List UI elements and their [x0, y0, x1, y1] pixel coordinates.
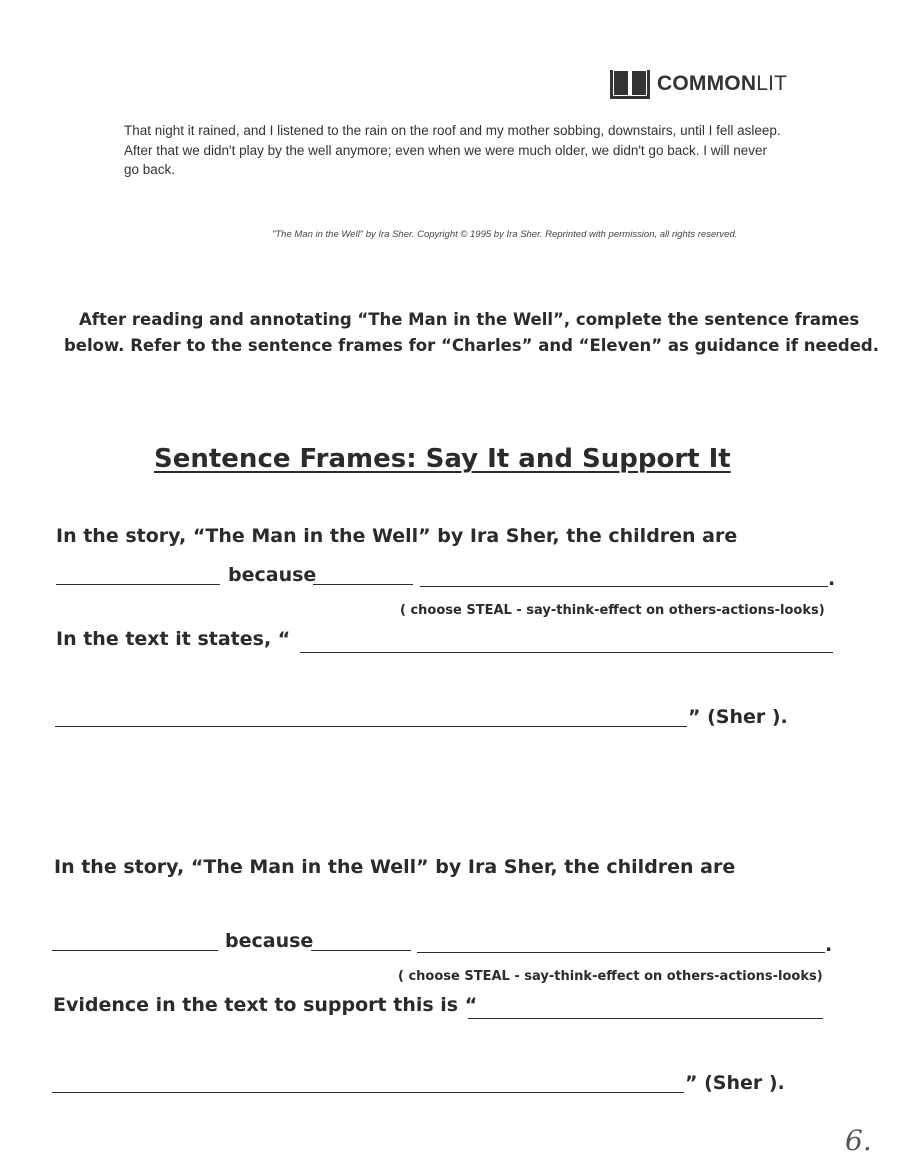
frame1-intro: In the story, “The Man in the Well” by Ira Sher, the children are	[56, 525, 738, 547]
frame1-adjective-blank[interactable]	[56, 584, 220, 585]
frame2-intro: In the story, “The Man in the Well” by Ira Sher, the children are	[54, 856, 736, 878]
frame1-evidence-label: In the text it states, “	[56, 628, 291, 650]
frame1-steal-hint: ( choose STEAL - say-think-effect on others-actions-looks)	[400, 603, 825, 618]
frame1-quote-blank-a[interactable]	[300, 652, 833, 653]
frame2-reason-blank-a[interactable]	[311, 950, 411, 951]
frame2-evidence-label: Evidence in the text to support this is “	[53, 994, 478, 1016]
frame1-because: because	[228, 564, 317, 586]
frame1-quote-blank-b[interactable]	[55, 726, 687, 727]
frame1-closing: ” (Sher ).	[688, 706, 788, 728]
frame2-adjective-blank[interactable]	[52, 950, 218, 951]
frame1-reason-blank-a[interactable]	[313, 584, 413, 585]
frame2-quote-blank-a[interactable]	[468, 1018, 823, 1019]
instructions-line-1: After reading and annotating “The Man in the Well”, complete the sentence frames	[79, 310, 860, 329]
page-title: Sentence Frames: Say It and Support It	[154, 444, 731, 474]
frame2-closing: ” (Sher ).	[685, 1072, 785, 1094]
instructions-line-2: below. Refer to the sentence frames for “Charles” and “Eleven” as guidance if needed.	[64, 336, 879, 355]
frame2-quote-blank-b[interactable]	[52, 1092, 684, 1093]
story-excerpt: That night it rained, and I listened to the rain on the roof and my mother sobbing, downstairs, until I fell asleep. After that we didn't play by the well anymore; even when we were much older, we didn't go back. I will never go back.	[124, 123, 781, 177]
logo-wordmark: COMMONLIT	[657, 72, 788, 95]
page-number: 6.	[845, 1124, 872, 1157]
frame2-because: because	[225, 930, 314, 952]
frame1-period: .	[828, 568, 836, 590]
frame2-period: .	[825, 934, 833, 956]
frame1-reason-blank-b[interactable]	[420, 586, 828, 587]
citation: "The Man in the Well" by Ira Sher. Copyright © 1995 by Ira Sher. Reprinted with permission, all rights reserved.	[272, 229, 738, 240]
open-book-icon	[609, 68, 651, 100]
frame2-steal-hint: ( choose STEAL - say-think-effect on others-actions-looks)	[398, 969, 823, 984]
commonlit-logo	[609, 68, 787, 100]
frame2-reason-blank-b[interactable]	[417, 952, 825, 953]
